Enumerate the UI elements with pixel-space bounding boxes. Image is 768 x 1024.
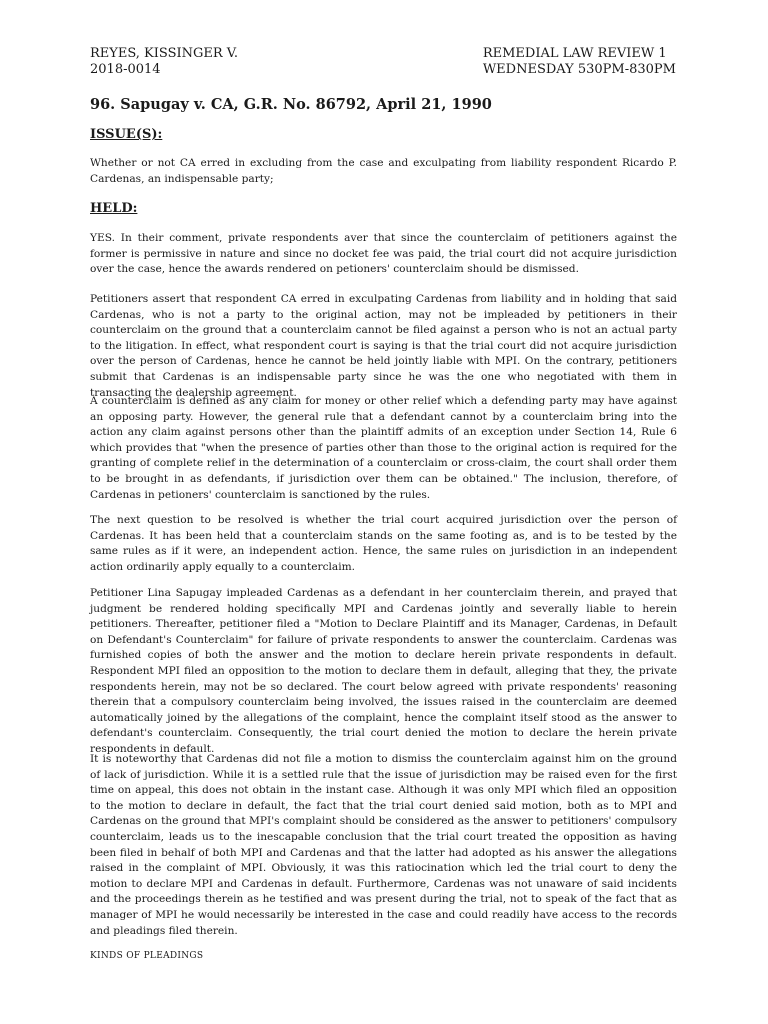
held-paragraph: YES. In their comment, private respondents aver that since the counterclaim of petitioners against the former is permissive in nature and since no docket fee was paid, the trial court did not acquire jurisdiction over the case, hence the awards rendered on petioners' counterclaim should be dismissed.: [90, 232, 677, 276]
class-schedule: WEDNESDAY 530PM-830PM: [482, 62, 676, 77]
author-name: REYES, KISSINGER V.: [90, 46, 239, 61]
held-paragraph: Petitioner Lina Sapugay impleaded Cardenas as a defendant in her counterclaim therein, and prayed that judgment be rendered holding specifically MPI and Cardenas jointly and severally liable to herein petitioners. Thereafter, petitioner filed a "Motion to Declare Plaintiff and its Manager, Cardenas, in Default on Defendant's Counterclaim" for failure of private respondents to answer the counterclaim. Cardenas was furnished copies of both the answer and the motion to declare herein private respondents in default. Respondent MPI filed an opposition to the motion to declare them in default, alleging that they, the private respondents herein, may not be so declared. The court below agreed with private respondents' reasoning therein that a compulsory counterclaim being involved, the issues raised in the counterclaim are deemed automatically joined by the allegations of the complaint, hence the complaint itself stood as the answer to defendant's counterclaim. Consequently, the trial court denied the motion to declare the herein private respondents in default.: [90, 587, 677, 755]
page-footer: KINDS OF PLEADINGS: [90, 951, 204, 961]
header-right: [483, 46, 676, 78]
issue-heading: ISSUE(S):: [90, 127, 163, 142]
header-left: [90, 46, 238, 78]
student-id: 2018-0014: [90, 62, 161, 77]
case-title: 96. Sapugay v. CA, G.R. No. 86792, April 21, 1990: [90, 96, 492, 113]
held-paragraph: It is noteworthy that Cardenas did not file a motion to dismiss the counterclaim against him on the ground of lack of jurisdiction. While it is a settled rule that the issue of jurisdiction may be raised even for the first time on appeal, this does not obtain in the instant case. Although it was only MPI which filed an opposition to the motion to declare in default, the fact that the trial court denied said motion, both as to MPI and Cardenas on the ground that MPI's complaint should be considered as the answer to petitioners' compulsory counterclaim, leads us to the inescapable conclusion that the trial court treated the opposition as having been filed in behalf of both MPI and Cardenas and that the latter had adopted as his answer the allegations raised in the complaint of MPI. Obviously, it was this ratiocination which led the trial court to deny the motion to declare MPI and Cardenas in default. Furthermore, Cardenas was not unaware of said incidents and the proceedings therein as he testified and was present during the trial, not to speak of the fact that as manager of MPI he would necessarily be interested in the case and could readily have access to the records and pleadings filed therein.: [90, 753, 677, 937]
held-paragraph: The next question to be resolved is whether the trial court acquired jurisdiction over the person of Cardenas. It has been held that a counterclaim stands on the same footing as, and is to be tested by the same rules as if it were, an independent action. Hence, the same rules on jurisdiction in an independent action ordinarily apply equally to a counterclaim.: [90, 514, 677, 573]
held-heading: HELD:: [90, 201, 138, 216]
held-paragraph: Petitioners assert that respondent CA erred in exculpating Cardenas from liability and in holding that said Cardenas, who is not a party to the original action, may not be impleaded by petitioners in their counterclaim on the ground that a counterclaim cannot be filed against a person who is not an actual party to the litigation. In effect, what respondent court is saying is that the trial court did not acquire jurisdiction over the person of Cardenas, hence he cannot be held jointly liable with MPI. On the contrary, petitioners submit that Cardenas is an indispensable party since he was the one who negotiated with them in transacting the dealership agreement.: [90, 293, 677, 399]
issue-text: Whether or not CA erred in excluding from the case and exculpating from liability respondent Ricardo P. Cardenas, an indispensable party;: [90, 157, 677, 185]
course-name: REMEDIAL LAW REVIEW 1: [482, 46, 667, 61]
held-paragraph: A counterclaim is defined as any claim for money or other relief which a defending party may have against an opposing party. However, the general rule that a defendant cannot by a counterclaim bring into the action any claim against persons other than the plaintiff admits of an exception under Section 14, Rule 6 which provides that "when the presence of parties other than those to the original action is required for the granting of complete relief in the determination of a counterclaim or cross-claim, the court shall order them to be brought in as defendants, if jurisdiction over them can be obtained." The inclusion, therefore, of Cardenas in petioners' counterclaim is sanctioned by the rules.: [90, 395, 677, 501]
